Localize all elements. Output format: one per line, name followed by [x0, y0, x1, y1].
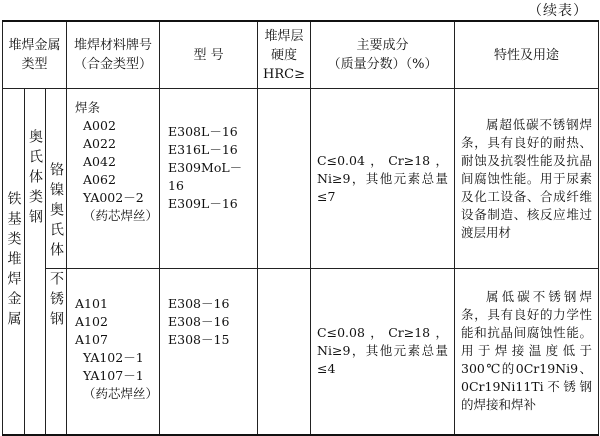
type-cell — [160, 269, 258, 435]
hardness-cell — [258, 89, 311, 269]
type-item: E308－16 — [168, 296, 230, 311]
material-item: YA107－1 — [83, 368, 144, 383]
category-col1-cell — [3, 89, 25, 435]
table-row — [3, 269, 599, 435]
category-col3: 不锈钢 — [48, 271, 65, 331]
header-hardness: 堆焊层 硬度 HRC≥ — [258, 21, 311, 89]
type-item: E316L－16 — [168, 142, 238, 157]
material-item: A022 — [83, 136, 116, 151]
material-item: A002 — [83, 118, 116, 133]
header-composition: 主要成分 （质量分数）（%） — [311, 21, 455, 89]
type-cell — [160, 89, 258, 269]
material-item: A101 — [75, 296, 108, 311]
type-item: E308L－16 — [168, 124, 238, 139]
table-row — [3, 89, 599, 269]
category-col2: 奥氏体类钢 — [27, 129, 43, 229]
hardness-cell — [258, 269, 311, 435]
header-row — [3, 21, 599, 89]
continuation-label: （续表） — [528, 3, 588, 19]
material-item: A042 — [83, 154, 116, 169]
composition-cell: C≤0.08，Cr≥18，Ni≥9，其他元素总量≤4 — [311, 269, 455, 435]
material-item: A107 — [75, 332, 108, 347]
header-material: 堆焊材料牌号 （合金类型） — [67, 21, 160, 89]
material-item: A062 — [83, 172, 116, 187]
type-item: E308－16 — [168, 314, 230, 329]
category-col3-cell — [46, 89, 67, 269]
category-col3-cell — [46, 269, 67, 435]
type-item: E308－15 — [168, 332, 230, 347]
material-item: A102 — [75, 314, 108, 329]
header-type: 型 号 — [160, 21, 258, 89]
composition-cell: C≤0.04，Cr≥18，Ni≥9，其他元素总量≤7 — [311, 89, 455, 269]
material-item: YA002－2 — [83, 190, 144, 205]
use-cell: 属低碳不锈钢焊条，具有良好的力学性能和抗晶间腐蚀性能。用于焊接温度低于300℃的0Cr19Ni9、0Cr19Ni11Ti不锈钢的焊接和焊补 — [455, 269, 599, 435]
material-item: 焊条 — [75, 100, 101, 115]
category-col2-cell — [25, 89, 46, 435]
header-category: 堆焊金属类型 — [3, 21, 67, 89]
type-item: E309MoL－16 — [168, 160, 243, 193]
material-cell — [67, 89, 160, 269]
material-item: YA102－1 — [83, 350, 144, 365]
category-col1: 铁基类堆焊金属 — [5, 191, 22, 332]
category-col3: 铬镍奥氏体 — [48, 162, 65, 262]
type-item: E309L－16 — [168, 196, 238, 211]
surfacing-materials-table — [2, 20, 599, 436]
material-item: （药芯焊丝） — [83, 386, 159, 401]
material-item: （药芯焊丝） — [83, 208, 159, 223]
header-use: 特性及用途 — [455, 21, 599, 89]
use-cell: 属超低碳不锈钢焊条，具有良好的耐热、耐蚀及抗裂性能及抗晶间腐蚀性能。用于尿素及化工设备、合成纤维设备制造、核反应堆过渡层用材 — [455, 89, 599, 269]
material-cell — [67, 269, 160, 435]
